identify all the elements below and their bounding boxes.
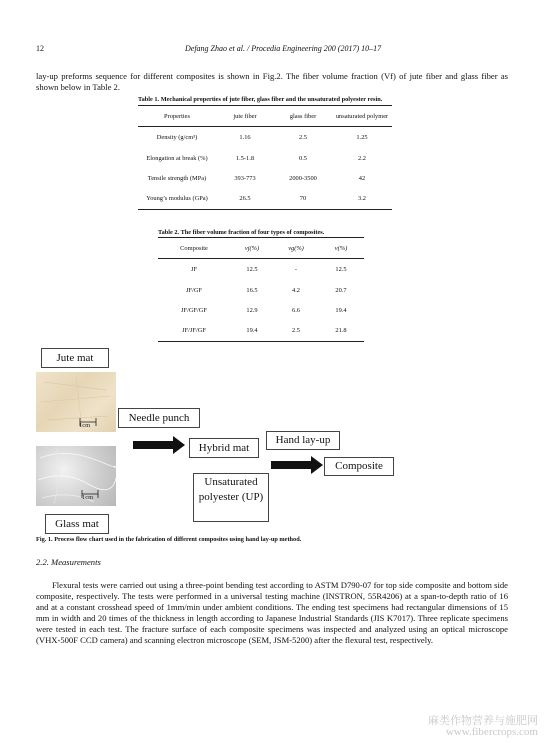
section-heading: 2.2. Measurements	[36, 557, 101, 567]
table2	[158, 237, 364, 342]
table2-caption: Table 2. The fiber volume fraction of four types of composites.	[158, 229, 325, 236]
table1-header: Properties	[164, 112, 190, 120]
jute-scale-label: 1cm	[79, 422, 91, 429]
table2-header: v(%)	[334, 244, 348, 252]
figure-process-flow	[36, 346, 406, 532]
table1-cell: Elongation at break (%)	[146, 155, 208, 162]
running-head: Defang Zhao et al. / Procedia Engineering 200 (2017) 10–17	[185, 44, 382, 53]
table2-cell: 2.5	[292, 327, 300, 334]
table1-header: unsaturated polymer	[335, 112, 389, 120]
polyester-label: Unsaturated polyester (UP)	[193, 473, 269, 522]
table1-cell: 393-773	[234, 175, 256, 182]
arrow-body-1	[133, 441, 173, 449]
jute-scale-bar-icon	[79, 413, 97, 421]
table2-cell: 6.6	[292, 307, 300, 314]
hand-layup-label: Hand lay-up	[266, 431, 340, 450]
jute-mat-label: Jute mat	[41, 348, 109, 368]
hybrid-mat-label: Hybrid mat	[189, 438, 259, 458]
table1-cell: 1.5-1.8	[235, 155, 255, 162]
table1-cell: Young’s modulus (GPa)	[146, 195, 208, 202]
table2-cell: 19.4	[246, 327, 258, 334]
table1-cell: 42	[358, 175, 366, 182]
glass-scale-bar-icon	[81, 485, 99, 493]
table1-cell: Tensile strength (MPa)	[147, 175, 207, 182]
table2-header: vj(%)	[244, 244, 260, 252]
table1-cell: 2.2	[358, 155, 366, 162]
table1-cell: 1.25	[356, 134, 368, 142]
table2-cell: -	[294, 266, 298, 274]
table1-cell: 3.2	[358, 195, 366, 202]
table1-cell: 26.5	[239, 195, 251, 202]
glass-scale-label: 1cm	[82, 494, 94, 501]
table2-cell: 4.2	[292, 287, 300, 294]
table1	[138, 105, 392, 210]
table2-header: Composite	[180, 244, 208, 252]
needle-punch-label: Needle punch	[118, 408, 200, 428]
table2-cell: JF	[190, 266, 198, 274]
composite-label: Composite	[324, 457, 394, 476]
table2-cell: 12.5	[246, 266, 258, 274]
table2-cell: 16.5	[246, 287, 258, 294]
table2-header: vg(%)	[288, 244, 304, 252]
table2-cell: 12.5	[335, 266, 347, 274]
jute-mat-photo	[36, 372, 116, 432]
table1-header: jute fiber	[233, 112, 257, 120]
table2-cell: JF/GF/GF	[181, 307, 207, 314]
table2-cell: 19.4	[335, 307, 347, 314]
figure-caption: Fig. 1. Process flow chart used in the fabrication of different composites using hand lay-up method.	[36, 536, 302, 543]
table2-cell: 12.9	[246, 307, 258, 314]
intro-paragraph: lay-up preforms sequence for different composites is shown in Fig.2. The fiber volume fraction (Vf) of jute fiber and glass fiber as shown below in Table 2.	[36, 71, 508, 92]
page-number: 12	[36, 44, 44, 53]
table1-cell: 2000-3500	[289, 175, 317, 182]
table1-cell: 1.16	[239, 134, 251, 142]
table1-cell: 0.5	[299, 155, 307, 162]
table1-header: glass fiber	[289, 112, 317, 120]
arrow-body-2	[271, 461, 311, 469]
table1-cell: 2.5	[299, 134, 307, 142]
table2-cell: 20.7	[335, 287, 347, 294]
watermark-line2: www.fibercrops.com	[445, 726, 538, 738]
table1-cell: 70	[299, 195, 307, 202]
glass-mat-label: Glass mat	[45, 514, 109, 534]
table2-cell: JF/GF	[186, 287, 202, 294]
table1-cell: Density (g/cm³)	[156, 134, 198, 142]
table2-cell: JF/JF/GF	[182, 327, 206, 334]
arrow-right-icon	[311, 456, 323, 474]
arrow-right-icon	[173, 436, 185, 454]
body-paragraph: Flexural tests were carried out using a three-point bending test according to ASTM D790-07 for top side composite and bottom side composite, respectively. The tests were performed in a universal testing machine (INSTRON, 55R4206) at a span-to-depth ratio of 16 and at a constant crosshead speed of 1mm/min under ambient conditions. The ending test specimens had rectangular dimensions of 15 mm in width and 20 times of the thickness in length according to Japanese Industrial Standards (JIS K7017). Three replicate specimens were tested in each test. The fracture surface of each composite specimens was inspected and analyzed using an optical microscope (VHX-500F CCD camera) and scanning electron microscope (SEM, JSM-5200) after the flexural test, respectively.	[36, 580, 508, 645]
glass-texture-icon	[36, 446, 116, 506]
watermark-line1: 麻类作物营养与施肥网	[428, 715, 538, 727]
table1-caption: Table 1. Mechanical properties of jute fiber, glass fiber and the unsaturated polyester resin.	[138, 96, 383, 103]
table2-cell: 21.8	[335, 327, 347, 334]
jute-texture-icon	[36, 372, 116, 432]
glass-mat-photo	[36, 446, 116, 506]
